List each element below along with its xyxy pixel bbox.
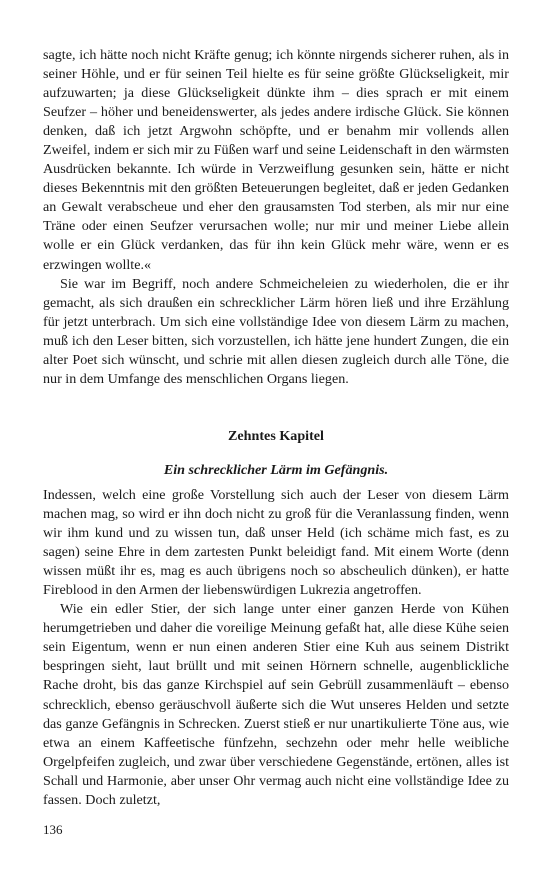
chapter-heading: Zehntes Kapitel [228,428,324,444]
paragraph: Wie ein edler Stier, der sich lange unter einer ganzen Herde von Kühen herumgetrieben und daher die voreilige Meinung gefaßt hat, alle diese Kühe seien sein Eigentum, wenn er nun einen anderen Stier eine Kuh aus seinem Distrikt bespringen sieht, laut brüllt und mit seinen Hörnern schnelle, augenblickliche Rache droht, bis das ganze Kirchspiel auf sein Gebrüll zusammenläuft – ebenso schrecklich, ebenso geräuschvoll äußerte sich die Wut unseres Helden und setzte das ganze Gefängnis in Schrecken. Zuerst stieß er nur unartikulierte Töne aus, wie etwa an einem Kaffeetische fünfzehn, sechzehn oder mehr helle weibliche Orgelpfeifen zugleich, und zwar über verschiedene Gegenstände, ertönen, alles ist Schall und Harmonie, aber unser Ohr vermag auch nicht eine vollständige Idee zu fassen. Doch zuletzt, [43,601,509,808]
page-number: 136 [43,822,63,837]
paragraph: Indessen, welch eine große Vorstellung sich auch der Leser von diesem Lärm machen mag, so wird er ihn doch nicht zu groß für die Veranlassung finden, wenn wir ihm kund und zu wissen tun, daß unser Held (ich schäme mich fast, es zu sagen) seine Ehre in dem zartesten Punkt beleidigt fand. Mit einem Worte (denn wissen müßt ihr es, mag es auch übrigens noch so abscheulich dünken), er hatte Fireblood in den Armen der liebenswürdigen Lukrezia angetroffen. [43,487,509,599]
chapter-subtitle: Ein schrecklicher Lärm im Gefängnis. [163,462,389,478]
paragraph: sagte, ich hätte noch nicht Kräfte genug; ich könnte nirgends sicherer ruhen, als in seiner Höhle, und er für seinen Teil hielte es für seine größte Glückseligkeit, mir aufzuwarten; ja diese Glückseligkeit dünkte ihm – dies sprach er mit einem Seufzer – höher und beneidenswerter, als jedes andere irdische Glück. Sie können denken, daß ich jetzt Argwohn schöpfte, und er benahm mir vollends allen Zweifel, indem er sich mir zu Füßen warf und seine Leidenschaft in den wärmsten Ausdrücken bekannte. Ich würde in Verzweiflung gesunken sein, hätte er nicht dieses Bekenntnis mit den größten Beteuerungen begleitet, daß er jeden Gedanken an Gewalt verabscheue und eher den grausamsten Tod sterben, als mir nur eine Träne oder einen Seufzer verursachen wolle; nur mir und meiner Liebe allein wolle er ein Glück verdanken, das für ihn kein Glück mehr wäre, wenn er es erzwingen wollte.« [43,47,509,273]
text-block-top [43,46,509,389]
paragraph: Sie war im Begriff, noch andere Schmeicheleien zu wiederholen, die er ihr gemacht, als sich draußen ein schrecklicher Lärm hören ließ und ihre Erzählung für jetzt unterbrach. Um sich eine vollständige Idee von diesem Lärm zu machen, muß ich den Leser bitten, sich vorzustellen, ich hätte jene hundert Zungen, die ein alter Poet sich wünscht, und schrie mit allen diesen zugleich durch alle Töne, die nur in dem Umfange des menschlichen Organs liegen. [43,275,509,387]
text-block-bottom [43,486,509,810]
